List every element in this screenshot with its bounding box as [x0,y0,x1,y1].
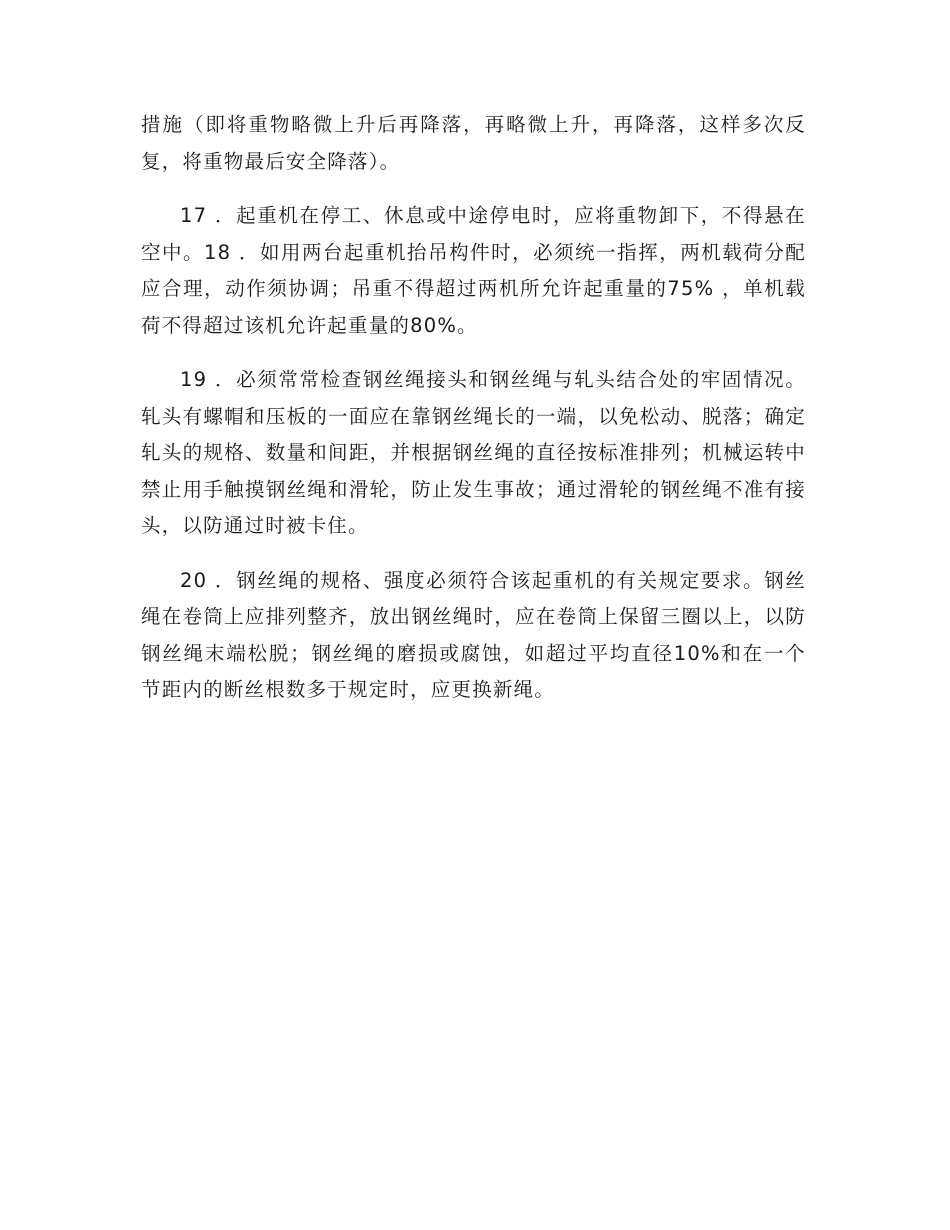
paragraph-item-17-18: 17 ．起重机在停工、休息或中途停电时，应将重物卸下，不得悬在空中。18 ．如用两台起重机抬吊构件时，必须统一指挥，两机载荷分配应合理，动作须协调；吊重不得超过两机所允许起重量的75% ，单机载荷不得超过该机允许起重量的80%。 [141,204,807,337]
paragraph-item-19: 19 ．必须常常检查钢丝绳接头和钢丝绳与轧头结合处的牢固情况。轧头有螺帽和压板的一面应在靠钢丝绳长的一端，以免松动、脱落；确定轧头的规格、数量和间距，并根据钢丝绳的直径按标准排列；机械运转中禁止用手触摸钢丝绳和滑轮，防止发生事故；通过滑轮的钢丝绳不准有接头，以防通过时被卡住。 [141,368,806,537]
document-body [141,107,806,727]
paragraph-continuation: 措施（即将重物略微上升后再降落，再略微上升，再降落，这样多次反复，将重物最后安全降落）。 [141,113,806,173]
paragraph-item-20: 20 ．钢丝绳的规格、强度必须符合该起重机的有关规定要求。钢丝绳在卷筒上应排列整齐，放出钢丝绳时，应在卷筒上保留三圈以上，以防钢丝绳末端松脱；钢丝绳的磨损或腐蚀，如超过平均直径10%和在一个节距内的断丝根数多于规定时，应更换新绳。 [141,568,806,701]
